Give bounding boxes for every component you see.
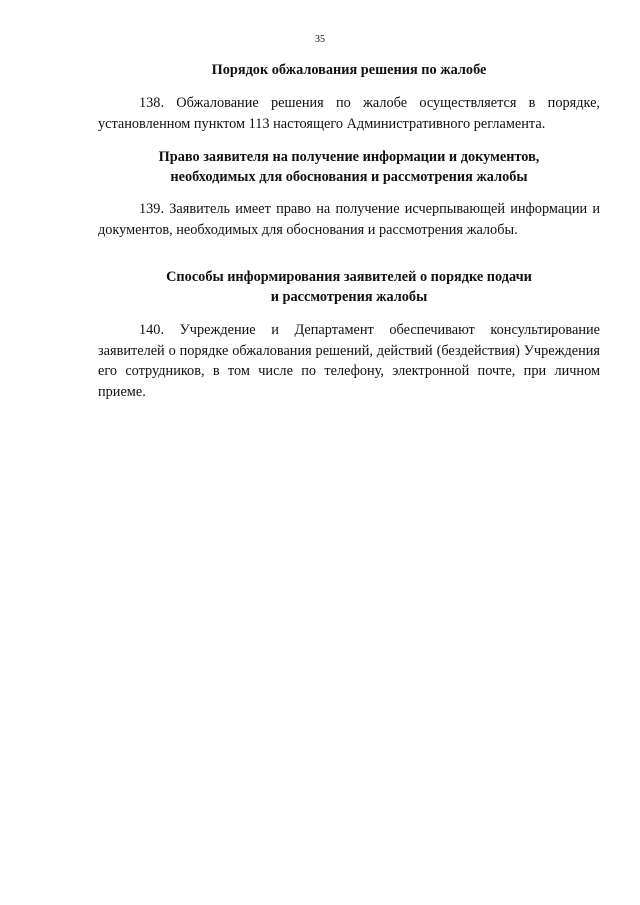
section-title-line: Порядок обжалования решения по жалобе xyxy=(211,62,487,78)
section-title xyxy=(98,60,600,80)
section-title-line: Способы информирования заявителей о порядке подачи xyxy=(166,269,532,285)
paragraph-139-block xyxy=(98,199,600,240)
section-informing-methods xyxy=(98,267,600,307)
section-title xyxy=(98,147,600,187)
section-title-line: Право заявителя на получение информации и документов, xyxy=(158,149,540,165)
section-appeal-procedure xyxy=(98,60,600,80)
paragraph-140: 140. Учреждение и Департамент обеспечивают консультирование заявителей о порядке обжалования решений, действий (бездействия) Учреждения его сотрудников, в том числе по телефону, электронной почте, при личном приеме. xyxy=(98,322,600,400)
paragraph-138: 138. Обжалование решения по жалобе осуществляется в порядке, установленном пунктом 113 настоящего Административного регламента. xyxy=(98,95,600,132)
section-title-line: необходимых для обоснования и рассмотрения жалобы xyxy=(170,169,528,185)
section-right-to-information xyxy=(98,147,600,187)
section-title xyxy=(98,267,600,307)
paragraph-140-block xyxy=(98,320,600,402)
section-title-line: и рассмотрения жалобы xyxy=(270,289,428,305)
paragraph-139: 139. Заявитель имеет право на получение исчерпывающей информации и документов, необходимых для обоснования и рассмотрения жалобы. xyxy=(98,201,600,238)
paragraph-138-block xyxy=(98,93,600,134)
page-number: 35 xyxy=(315,34,325,45)
